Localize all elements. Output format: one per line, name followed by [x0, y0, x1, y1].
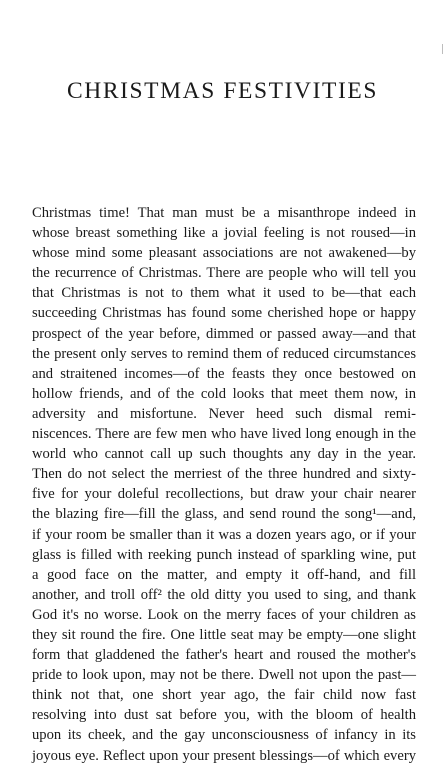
- text-line: whose breast something like a jovial feeling is not roused—in: [32, 225, 416, 242]
- text-line: form that gladdened the father's heart and roused the mother's: [32, 647, 416, 664]
- text-line: adversity and misfortune. Never heed such dismal remi-: [32, 405, 416, 422]
- text-line: world who cannot call up such thoughts any day in the year.: [32, 446, 416, 463]
- page-edge-mark: [442, 44, 443, 54]
- text-line: Christmas time! That man must be a misanthrope indeed in: [32, 205, 416, 221]
- text-line: succeeding Christmas has found some cherished hope or happy: [32, 305, 416, 322]
- text-line: a good face on the matter, and empty it off-hand, and fill: [32, 566, 416, 583]
- chapter-title: CHRISTMAS FESTIVITIES: [66, 78, 379, 104]
- text-line: resolving into dust sat before you, with the bloom of health: [32, 707, 416, 724]
- text-line: another, and troll off² the old ditty you used to sing, and thank: [32, 586, 416, 603]
- text-line: hollow friends, and of the cold looks that meet them now, in: [32, 385, 416, 402]
- text-line: pride to look upon, may not be there. Dwell not upon the past—: [32, 667, 416, 684]
- text-line: the blazing fire—fill the glass, and send round the song¹—and,: [32, 506, 416, 523]
- text-line: niscences. There are few men who have lived long enough in the: [32, 426, 416, 443]
- text-line: if your room be smaller than it was a dozen years ago, or if your: [32, 526, 416, 543]
- text-line: the recurrence of Christmas. There are people who will tell you: [32, 265, 416, 282]
- text-line: prospect of the year before, dimmed or passed away—and that: [32, 325, 416, 342]
- text-line: they sit round the fire. One little seat may be empty—one slight: [32, 626, 416, 643]
- text-line: upon its cheek, and the gay unconsciousness of infancy in its: [32, 727, 416, 744]
- text-line: Then do not select the merriest of the three hundred and sixty-: [32, 466, 416, 483]
- text-line: and straitened incomes—of the feasts they once bestowed on: [32, 365, 416, 382]
- text-line: five for your doleful recollections, but draw your chair nearer: [32, 486, 416, 503]
- text-line: joyous eye. Reflect upon your present blessings—of which every: [32, 747, 416, 764]
- text-line: think not that, one short year ago, the fair child now fast: [32, 687, 416, 704]
- body-paragraph: [32, 203, 416, 766]
- text-line: the present only serves to remind them of reduced circumstances: [32, 345, 416, 362]
- text-line: God it's no worse. Look on the merry faces of your children as: [32, 606, 416, 623]
- text-line: whose mind some pleasant associations are not awakened—by: [32, 245, 416, 262]
- text-line: that Christmas is not to them what it used to be—that each: [32, 285, 416, 302]
- text-line: glass is filled with reeking punch instead of sparkling wine, put: [32, 546, 416, 563]
